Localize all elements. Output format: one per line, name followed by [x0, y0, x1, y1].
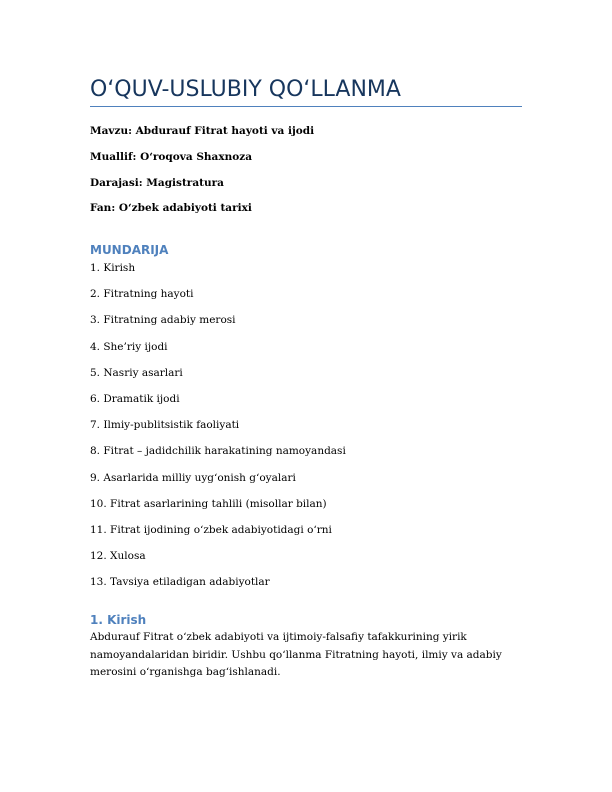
table-of-contents [90, 261, 522, 601]
toc-item: 4. She’riy ijodi [90, 340, 168, 353]
meta-muallif: Muallif: O‘roqova Shaxnoza [90, 150, 253, 163]
title-underline [90, 106, 522, 107]
toc-item: 3. Fitratning adabiy merosi [90, 314, 236, 327]
document-title: O‘QUV-USLUBIY QO‘LLANMA [90, 77, 401, 102]
meta-mavzu: Mavzu: Abdurauf Fitrat hayoti va ijodi [90, 125, 315, 137]
toc-item: 12. Xulosa [90, 550, 146, 563]
toc-item: 11. Fitrat ijodining o‘zbek adabiyotidagi o‘rni [90, 523, 332, 536]
toc-item: 1. Kirish [90, 262, 136, 274]
meta-fan: Fan: O‘zbek adabiyoti tarixi [90, 202, 252, 215]
toc-item: 5. Nasriy asarlari [90, 366, 183, 379]
toc-item: 8. Fitrat – jadidchilik harakatining namoyandasi [90, 445, 346, 458]
toc-item: 13. Tavsiya etiladigan adabiyotlar [90, 576, 270, 589]
section-heading-kirish: 1. Kirish [90, 613, 147, 627]
toc-item: 9. Asarlarida milliy uyg‘onish g‘oyalari [90, 471, 296, 484]
document-meta [90, 124, 522, 227]
toc-item: 10. Fitrat asarlarining tahlili (misollar bilan) [90, 497, 327, 510]
meta-darajasi: Darajasi: Magistratura [90, 176, 224, 189]
toc-item: 6. Dramatik ijodi [90, 392, 180, 405]
section-paragraph-kirish: Abdurauf Fitrat o‘zbek adabiyoti va ijtimoiy-falsafiy tafakkurining yirik namoyandalaridan biridir. Ushbu qo‘llanma Fitratning hayoti, ilmiy va adabiy merosini o‘rganishga bag‘ishlanadi. [90, 631, 502, 679]
toc-item: 2. Fitratning hayoti [90, 288, 194, 301]
toc-heading: MUNDARIJA [90, 243, 169, 257]
toc-item: 7. Ilmiy-publitsistik faoliyati [90, 419, 240, 432]
